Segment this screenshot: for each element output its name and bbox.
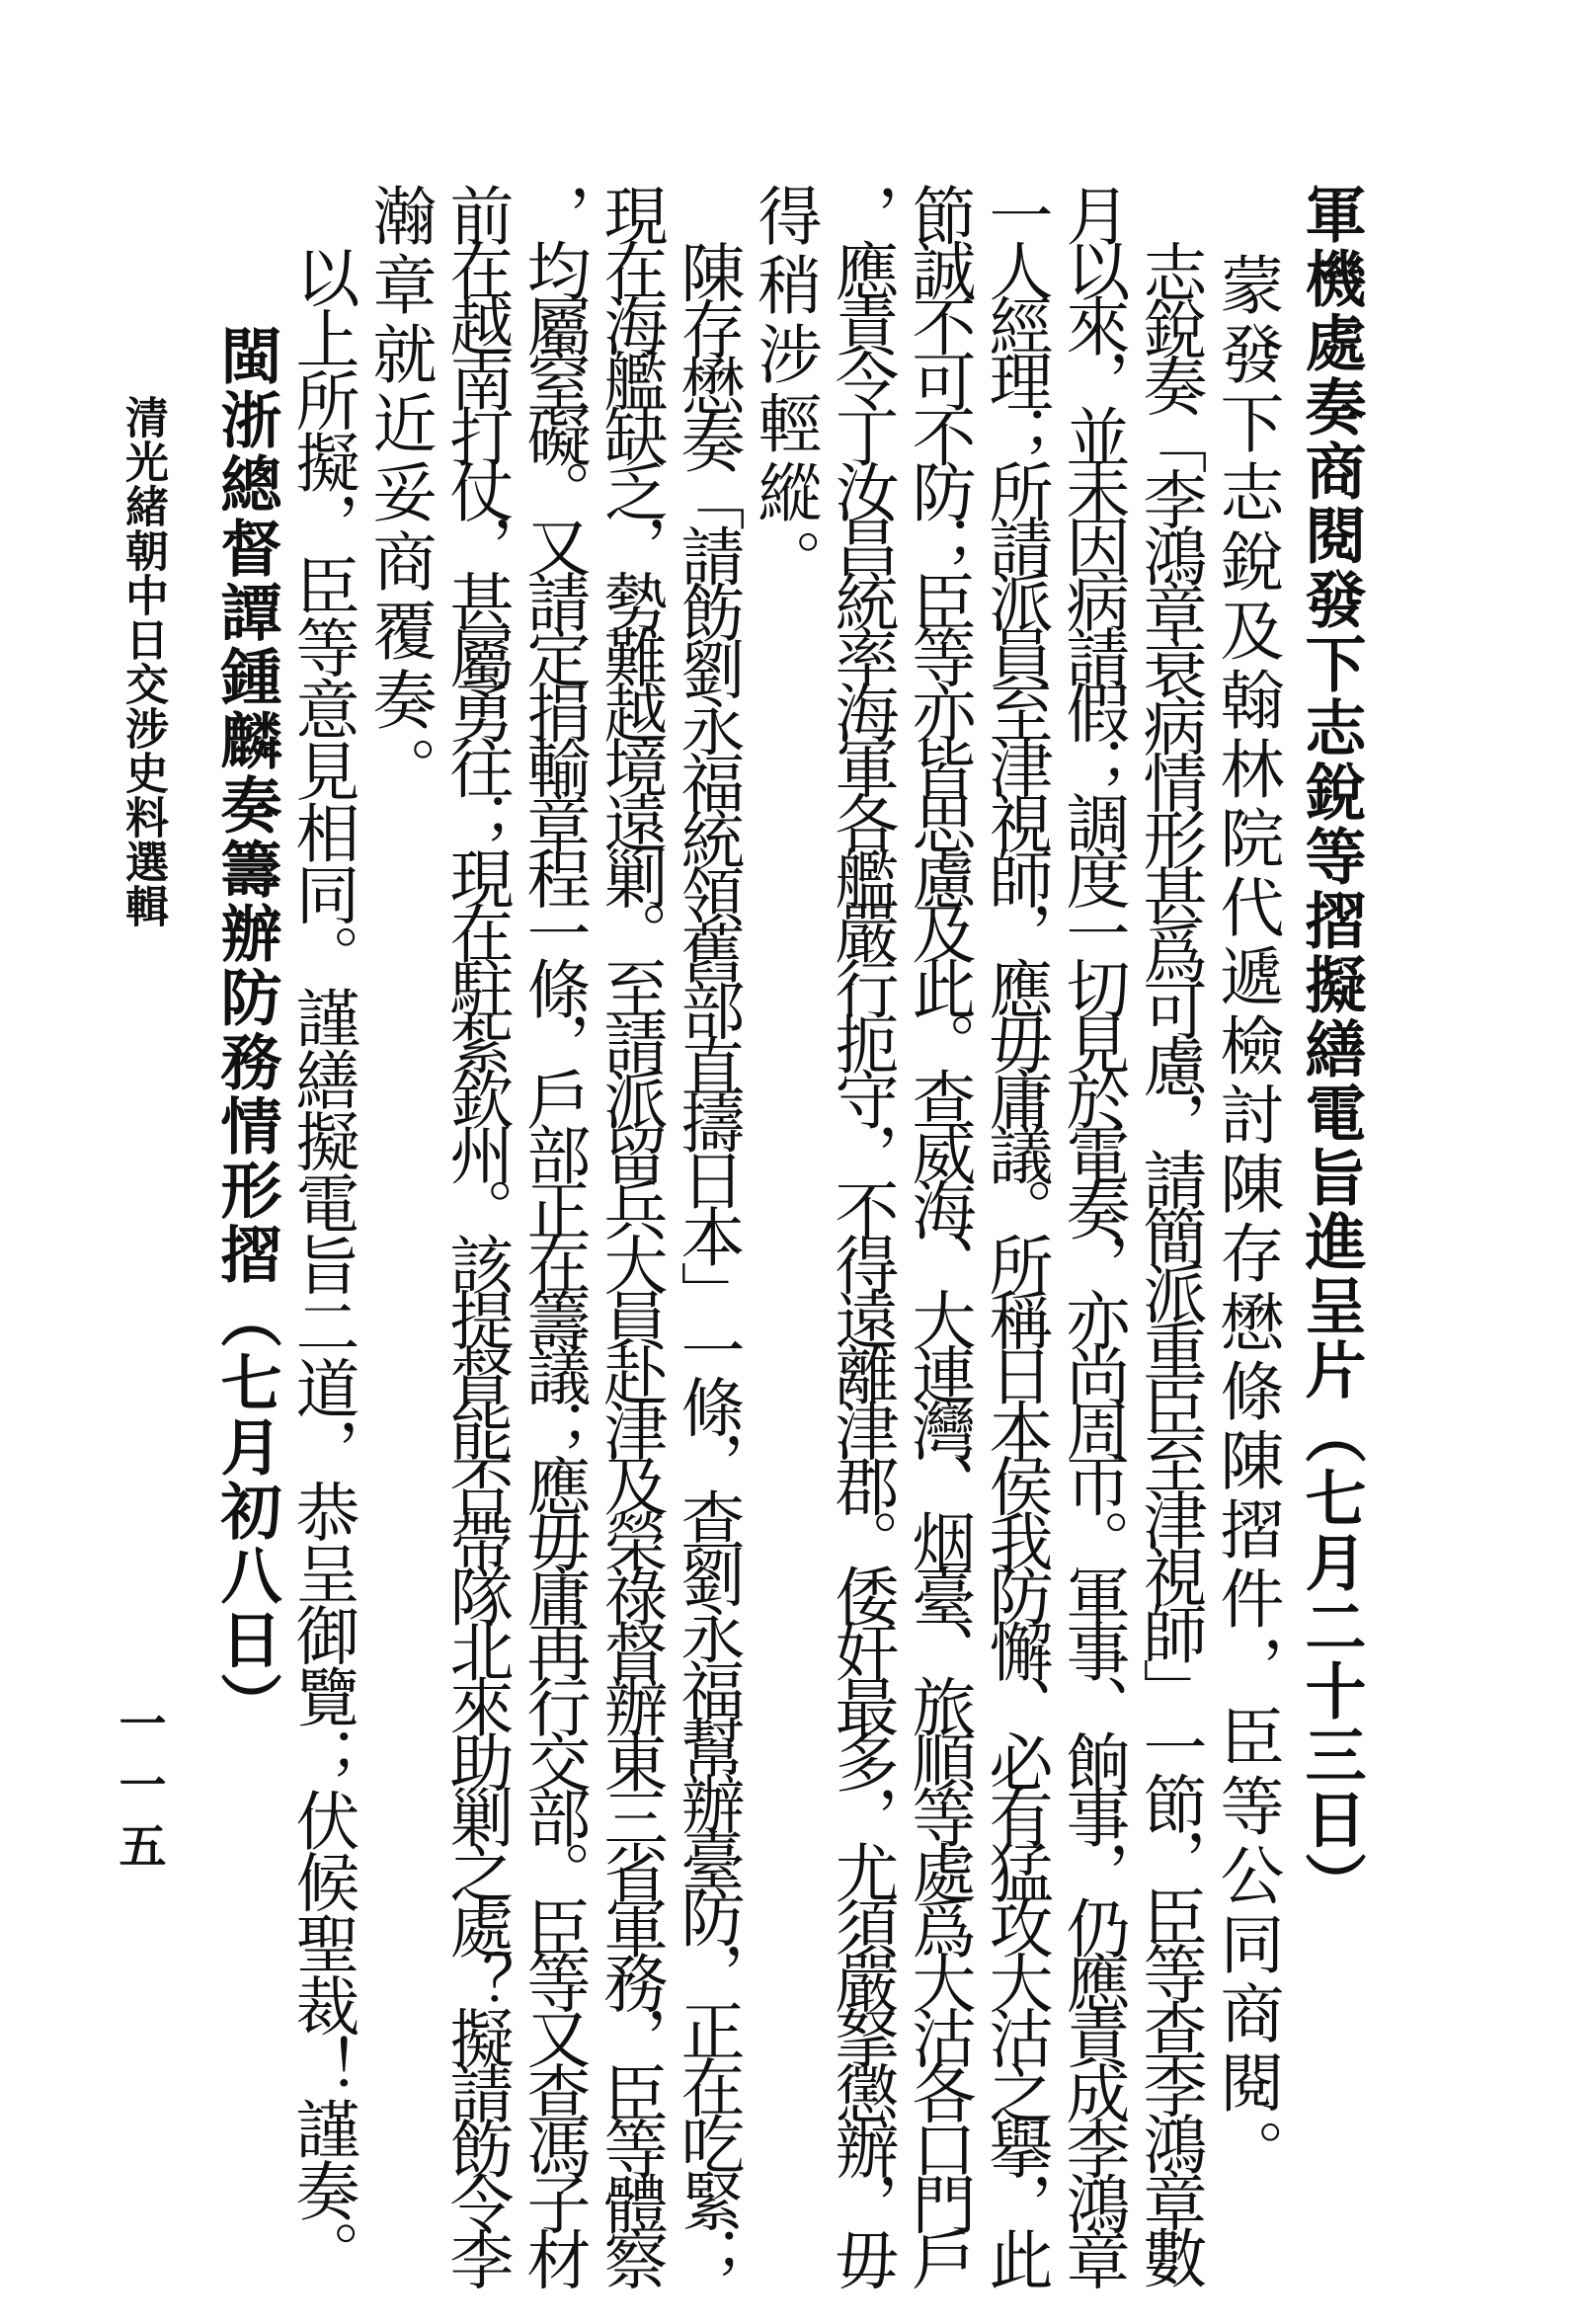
text-column: 前在越南打仗，甚屬勇往；現在駐紮欽州。該提督能否帶隊北來助剿之處？擬請飭令李 [439, 183, 513, 2283]
text-column: 志銳奏「李鴻章衰病情形甚爲可慮，請簡派重臣至津視師」一節，臣等查李鴻章數 [1132, 183, 1206, 2282]
page-number: 一一五 [111, 1699, 166, 1883]
text-column: 月以來，並未因病請假；調度一切見於電奏，亦尚周帀。軍事、餉事，仍應責成李鴻章 [1055, 183, 1129, 2283]
text-column: ，均屬窒礙。又請定捐輸章程一條，戶部正在籌議；應毋庸再行交部。臣等又查馮子材 [516, 183, 590, 2283]
book-title-footer: 清光緒朝中日交涉史料選輯 [118, 395, 168, 928]
text-column: 陳存懋奏「請飭劉永福統領舊部直擣日本」一條，查劉永福幫辦臺防，正在吃緊； [670, 183, 744, 2282]
text-column: 得稍涉輕縱。 [747, 183, 821, 598]
text-column: 以上所擬，臣等意見相同。謹繕擬電旨二道，恭呈御覽；伏候聖裁！謹奏。 [284, 183, 359, 2282]
text-column: 瀚章就近妥商覆奏。 [361, 183, 436, 805]
text-column: ，應責令丁汝昌統率海軍各艦嚴行扼守，不得遠離津郡。倭奸最多，尤須嚴拏懲辦，毋 [824, 183, 898, 2283]
text-column: 節誠不可不防；臣等亦皆思慮及此。查威海、大連灣、烟臺、旅順等處爲大沽各口門戶 [901, 183, 975, 2283]
text-column: 一人經理；所請派員至津視師，應毋庸議。所稱日本侯我防懈、必有猛攻大沽之擧，此 [978, 183, 1052, 2283]
text-column: 蒙發下志銳及翰林院代遞檢討陳存懋條陳摺件，臣等公同商閱。 [1209, 183, 1283, 2188]
section-title: 閩浙總督譚鍾麟奏籌辦防務情形摺（七月初八日） [210, 324, 282, 1736]
text-column: 現在海艦缺乏，勢難越境遠剿。至請派留兵大員赴津及榮祿督辦東三省軍務，臣等體察 [593, 183, 667, 2283]
section-title: 軍機處奏商閱發下志銳等摺擬繕電旨進呈片（七月二十三日） [1295, 183, 1367, 1916]
